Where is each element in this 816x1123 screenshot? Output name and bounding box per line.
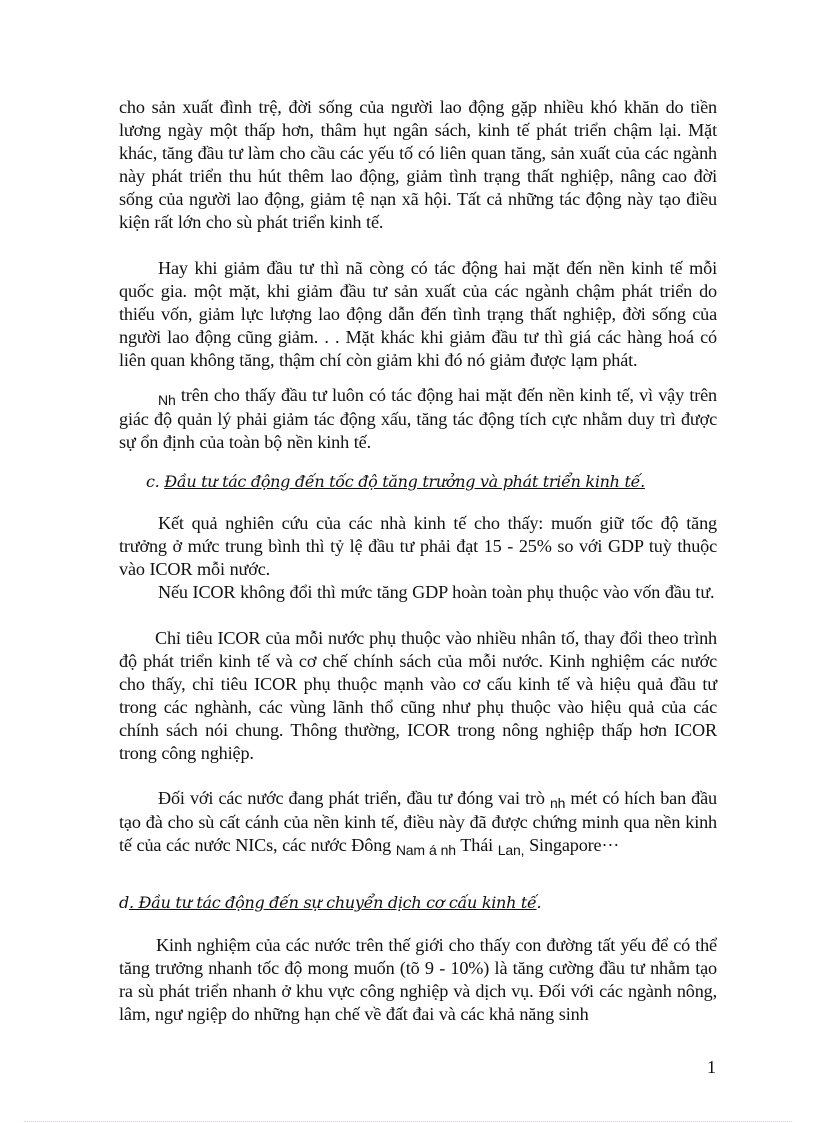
paragraph-3-text: trên cho thấy đầu tư luôn có tác động hai mặt đến nền kinh tế, vì vậy trên giác độ quản lý phải giảm tác động xấu, tăng tác động tích cực nhằm duy trì được sự ổn định của toàn bộ nền kinh tế. bbox=[119, 385, 717, 452]
paragraph-7-text-b: mét có hích ban đầu tạo đà cho sù cất cánh của nền kinh tế, điều này đã được chứng minh qua nền kinh tế của các nước NICs, các nước Đông bbox=[119, 788, 717, 855]
paragraph-7-nh-1: nh bbox=[549, 795, 566, 811]
section-heading-d-suffix: . bbox=[536, 893, 542, 912]
paragraph-7-nam: Nam bbox=[395, 842, 425, 858]
paragraph-8: Kinh nghiệm của các nước trên thế giới cho thấy con đường tất yếu để có thể tăng trưởng nhanh tốc độ mong muốn (tõ 9 - 10%) là tăng cường đầu tư nhằm tạo ra sù phát triển nhanh ở khu vực công nghiệp và dịch vụ. Đối với các ngành nông, lâm, ngư ngiệp do những hạn chế về đất đai và các khả năng sinh bbox=[119, 935, 717, 1024]
page-number: 1 bbox=[707, 1057, 716, 1077]
paragraph-3-lead: Nh bbox=[158, 392, 176, 408]
paragraph-7 bbox=[119, 787, 717, 858]
section-heading-d-title: . Đầu tư tác động đến sự chuyển dịch cơ cấu kinh tế bbox=[128, 893, 537, 912]
section-heading-c-prefix: c. bbox=[146, 472, 165, 491]
paragraph-4: Kết quả nghiên cứu của các nhà kinh tế cho thấy: muốn giữ tốc độ tăng trưởng ở mức trung bình thì tỷ lệ đầu tư phải đạt 15 - 25% so với GDP tuỳ thuộc vào ICOR mỗi nước. bbox=[119, 513, 717, 579]
section-heading-d bbox=[119, 892, 541, 914]
paragraph-7-text-c: Thái bbox=[455, 835, 498, 855]
paragraph-1: cho sản xuất đình trệ, đời sống của người lao động gặp nhiều khó khăn do tiền lương ngày một thấp hơn, thâm hụt ngân sách, kinh tế phát triển chậm lại. Mặt khác, tăng đầu tư làm cho cầu các yếu tố có liên quan tăng, sản xuất của các ngành này phát triển thu hút thêm lao động, giảm tình trạng thất nghiệp, nâng cao đời sống của người lao động, giảm tệ nạn xã hội. Tất cả những tác động này tạo điều kiện rất lớn cho sù phát triển kinh tế. bbox=[119, 97, 717, 232]
paragraph-7-text-a: Đối với các nước đang phát triển, đầu tư đóng vai trò bbox=[158, 788, 550, 808]
paragraph-7-nh-2: nh bbox=[440, 842, 456, 858]
paragraph-5: Nếu ICOR không đổi thì mức tăng GDP hoàn toàn phụ thuộc vào vốn đầu tư. bbox=[158, 582, 715, 602]
paragraph-7-a: á bbox=[424, 842, 441, 858]
page-break-line bbox=[24, 1121, 792, 1122]
section-heading-c-title: Đầu tư tác động đến tốc độ tăng trưởng và phát triển kinh tế. bbox=[164, 472, 645, 491]
paragraph-7-text-d: Singapore··· bbox=[524, 835, 620, 855]
paragraph-2: Hay khi giảm đầu tư thì nã còng có tác động hai mặt đến nền kinh tế mỗi quốc gia. một mặt, khi giảm đầu tư sản xuất của các ngành chậm phát triển do thiếu vốn, giảm lực lượng lao động dẫn đến tình trạng thất nghiệp, đời sống của người lao động cũng giảm. . . Mặt khác khi giảm đầu tư thì giá các hàng hoá có liên quan không tăng, thậm chí còn giảm khi đó nó giảm được lạm phát. bbox=[119, 258, 717, 370]
paragraph-7-lan: Lan, bbox=[497, 842, 525, 858]
paragraph-3 bbox=[119, 384, 717, 454]
paragraph-6: Chỉ tiêu ICOR của mỗi nước phụ thuộc vào nhiều nhân tố, thay đổi theo trình độ phát triển kinh tế và cơ chế chính sách của mỗi nước. Kinh nghiệm các nước cho thấy, chỉ tiêu ICOR phụ thuộc mạnh vào cơ cấu kinh tế và hiệu quả đầu tư trong các nghành, các vùng lãnh thổ cũng như phụ thuộc vào hiệu quả của các chính sách nói chung. Thông thường, ICOR trong nông nghiệp thấp hơn ICOR trong công nghiệp. bbox=[119, 628, 717, 763]
section-heading-d-prefix: d bbox=[119, 893, 129, 912]
section-heading-c bbox=[146, 471, 645, 493]
